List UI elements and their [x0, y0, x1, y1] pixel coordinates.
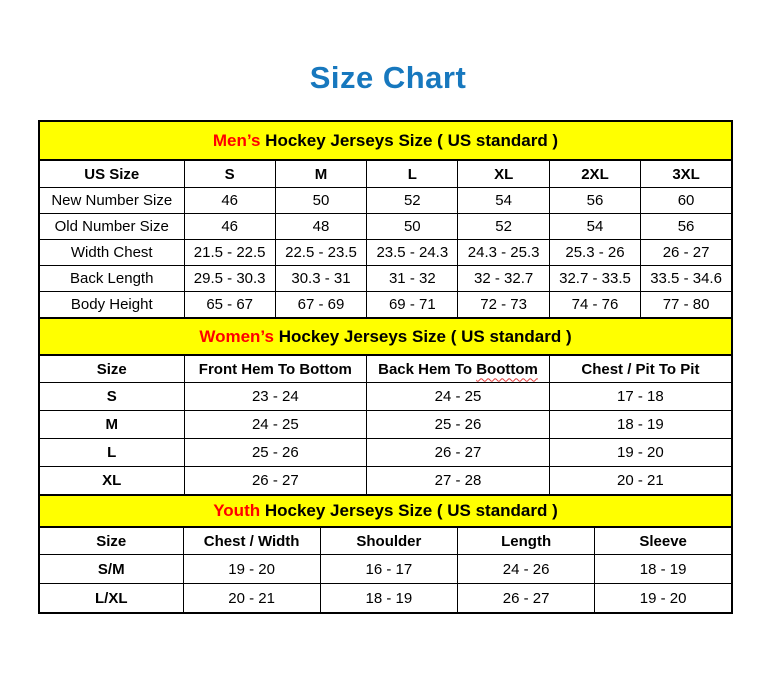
- womens-col-header-back-misspelled: Boottom: [476, 360, 538, 378]
- womens-band: [39, 318, 732, 355]
- womens-col-header: Chest / Pit To Pit: [549, 355, 732, 383]
- table-row: [39, 555, 732, 584]
- cell: 74 - 76: [549, 292, 640, 319]
- cell: 27 - 28: [367, 467, 550, 496]
- cell: 26 - 27: [367, 439, 550, 467]
- cell: 56: [641, 214, 732, 240]
- cell: 25 - 26: [184, 439, 367, 467]
- youth-band-rest: Hockey Jerseys Size ( US standard ): [264, 501, 558, 520]
- cell: 24 - 25: [367, 383, 550, 411]
- table-row: [39, 188, 732, 214]
- youth-size-table: [38, 494, 733, 614]
- row-label: S/M: [39, 555, 183, 584]
- row-label: Old Number Size: [39, 214, 184, 240]
- womens-col-header: Size: [39, 355, 184, 383]
- cell: 24.3 - 25.3: [458, 240, 549, 266]
- cell: 26 - 27: [184, 467, 367, 496]
- cell: 33.5 - 34.6: [641, 266, 732, 292]
- row-label: L/XL: [39, 584, 183, 614]
- mens-col-header: L: [367, 160, 458, 188]
- mens-col-header: 3XL: [641, 160, 732, 188]
- cell: 48: [275, 214, 366, 240]
- cell: 30.3 - 31: [275, 266, 366, 292]
- row-label: L: [39, 439, 184, 467]
- cell: 29.5 - 30.3: [184, 266, 275, 292]
- mens-col-header: US Size: [39, 160, 184, 188]
- cell: 19 - 20: [549, 439, 732, 467]
- cell: 24 - 26: [458, 555, 595, 584]
- table-row: [39, 214, 732, 240]
- table-row: [39, 292, 732, 319]
- cell: 25.3 - 26: [549, 240, 640, 266]
- row-label: Body Height: [39, 292, 184, 319]
- cell: 56: [549, 188, 640, 214]
- youth-band-highlight: Youth: [213, 501, 261, 520]
- cell: 46: [184, 188, 275, 214]
- row-label: Back Length: [39, 266, 184, 292]
- row-label: S: [39, 383, 184, 411]
- table-row: [39, 411, 732, 439]
- cell: 72 - 73: [458, 292, 549, 319]
- mens-size-table: [38, 120, 733, 319]
- cell: 31 - 32: [367, 266, 458, 292]
- cell: 18 - 19: [595, 555, 732, 584]
- cell: 20 - 21: [549, 467, 732, 496]
- cell: 18 - 19: [320, 584, 457, 614]
- cell: 16 - 17: [320, 555, 457, 584]
- womens-col-header: [367, 355, 550, 383]
- cell: 17 - 18: [549, 383, 732, 411]
- womens-band-rest: Hockey Jerseys Size ( US standard ): [278, 326, 572, 346]
- table-row: [39, 240, 732, 266]
- size-chart: [38, 120, 733, 614]
- mens-col-header: XL: [458, 160, 549, 188]
- womens-col-header-back-prefix: Back Hem To: [378, 360, 473, 378]
- mens-band-rest: Hockey Jerseys Size ( US standard ): [265, 130, 559, 150]
- cell: 26 - 27: [641, 240, 732, 266]
- page-title: Size Chart: [309, 60, 467, 95]
- cell: 54: [549, 214, 640, 240]
- cell: 46: [184, 214, 275, 240]
- row-label: New Number Size: [39, 188, 184, 214]
- youth-col-header: Length: [458, 527, 595, 555]
- cell: 65 - 67: [184, 292, 275, 319]
- youth-col-header: Size: [39, 527, 183, 555]
- table-row: [39, 584, 732, 614]
- womens-header-row: [39, 355, 732, 383]
- cell: 50: [275, 188, 366, 214]
- cell: 19 - 20: [183, 555, 320, 584]
- cell: 32 - 32.7: [458, 266, 549, 292]
- mens-band-title: [39, 121, 732, 160]
- youth-col-header: Chest / Width: [183, 527, 320, 555]
- youth-header-row: [39, 527, 732, 555]
- youth-col-header: Shoulder: [320, 527, 457, 555]
- cell: 77 - 80: [641, 292, 732, 319]
- cell: 22.5 - 23.5: [275, 240, 366, 266]
- mens-band: [39, 121, 732, 160]
- cell: 52: [367, 188, 458, 214]
- cell: 18 - 19: [549, 411, 732, 439]
- table-row: [39, 439, 732, 467]
- table-row: [39, 467, 732, 496]
- cell: 54: [458, 188, 549, 214]
- cell: 26 - 27: [458, 584, 595, 614]
- cell: 20 - 21: [183, 584, 320, 614]
- mens-col-header: 2XL: [549, 160, 640, 188]
- mens-col-header: M: [275, 160, 366, 188]
- cell: 23 - 24: [184, 383, 367, 411]
- table-row: [39, 266, 732, 292]
- womens-size-table: [38, 317, 733, 496]
- cell: 25 - 26: [367, 411, 550, 439]
- mens-band-highlight: Men’s: [212, 130, 261, 150]
- womens-band-highlight: Women’s: [199, 326, 274, 346]
- row-label: Width Chest: [39, 240, 184, 266]
- womens-col-header: Front Hem To Bottom: [184, 355, 367, 383]
- youth-band: [39, 495, 732, 527]
- mens-header-row: [39, 160, 732, 188]
- cell: 21.5 - 22.5: [184, 240, 275, 266]
- youth-col-header: Sleeve: [595, 527, 732, 555]
- youth-band-title: [39, 495, 732, 527]
- cell: 60: [641, 188, 732, 214]
- cell: 69 - 71: [367, 292, 458, 319]
- table-row: [39, 383, 732, 411]
- cell: 19 - 20: [595, 584, 732, 614]
- cell: 23.5 - 24.3: [367, 240, 458, 266]
- cell: 50: [367, 214, 458, 240]
- cell: 52: [458, 214, 549, 240]
- row-label: M: [39, 411, 184, 439]
- cell: 67 - 69: [275, 292, 366, 319]
- cell: 32.7 - 33.5: [549, 266, 640, 292]
- cell: 24 - 25: [184, 411, 367, 439]
- mens-col-header: S: [184, 160, 275, 188]
- womens-band-title: [39, 318, 732, 355]
- row-label: XL: [39, 467, 184, 496]
